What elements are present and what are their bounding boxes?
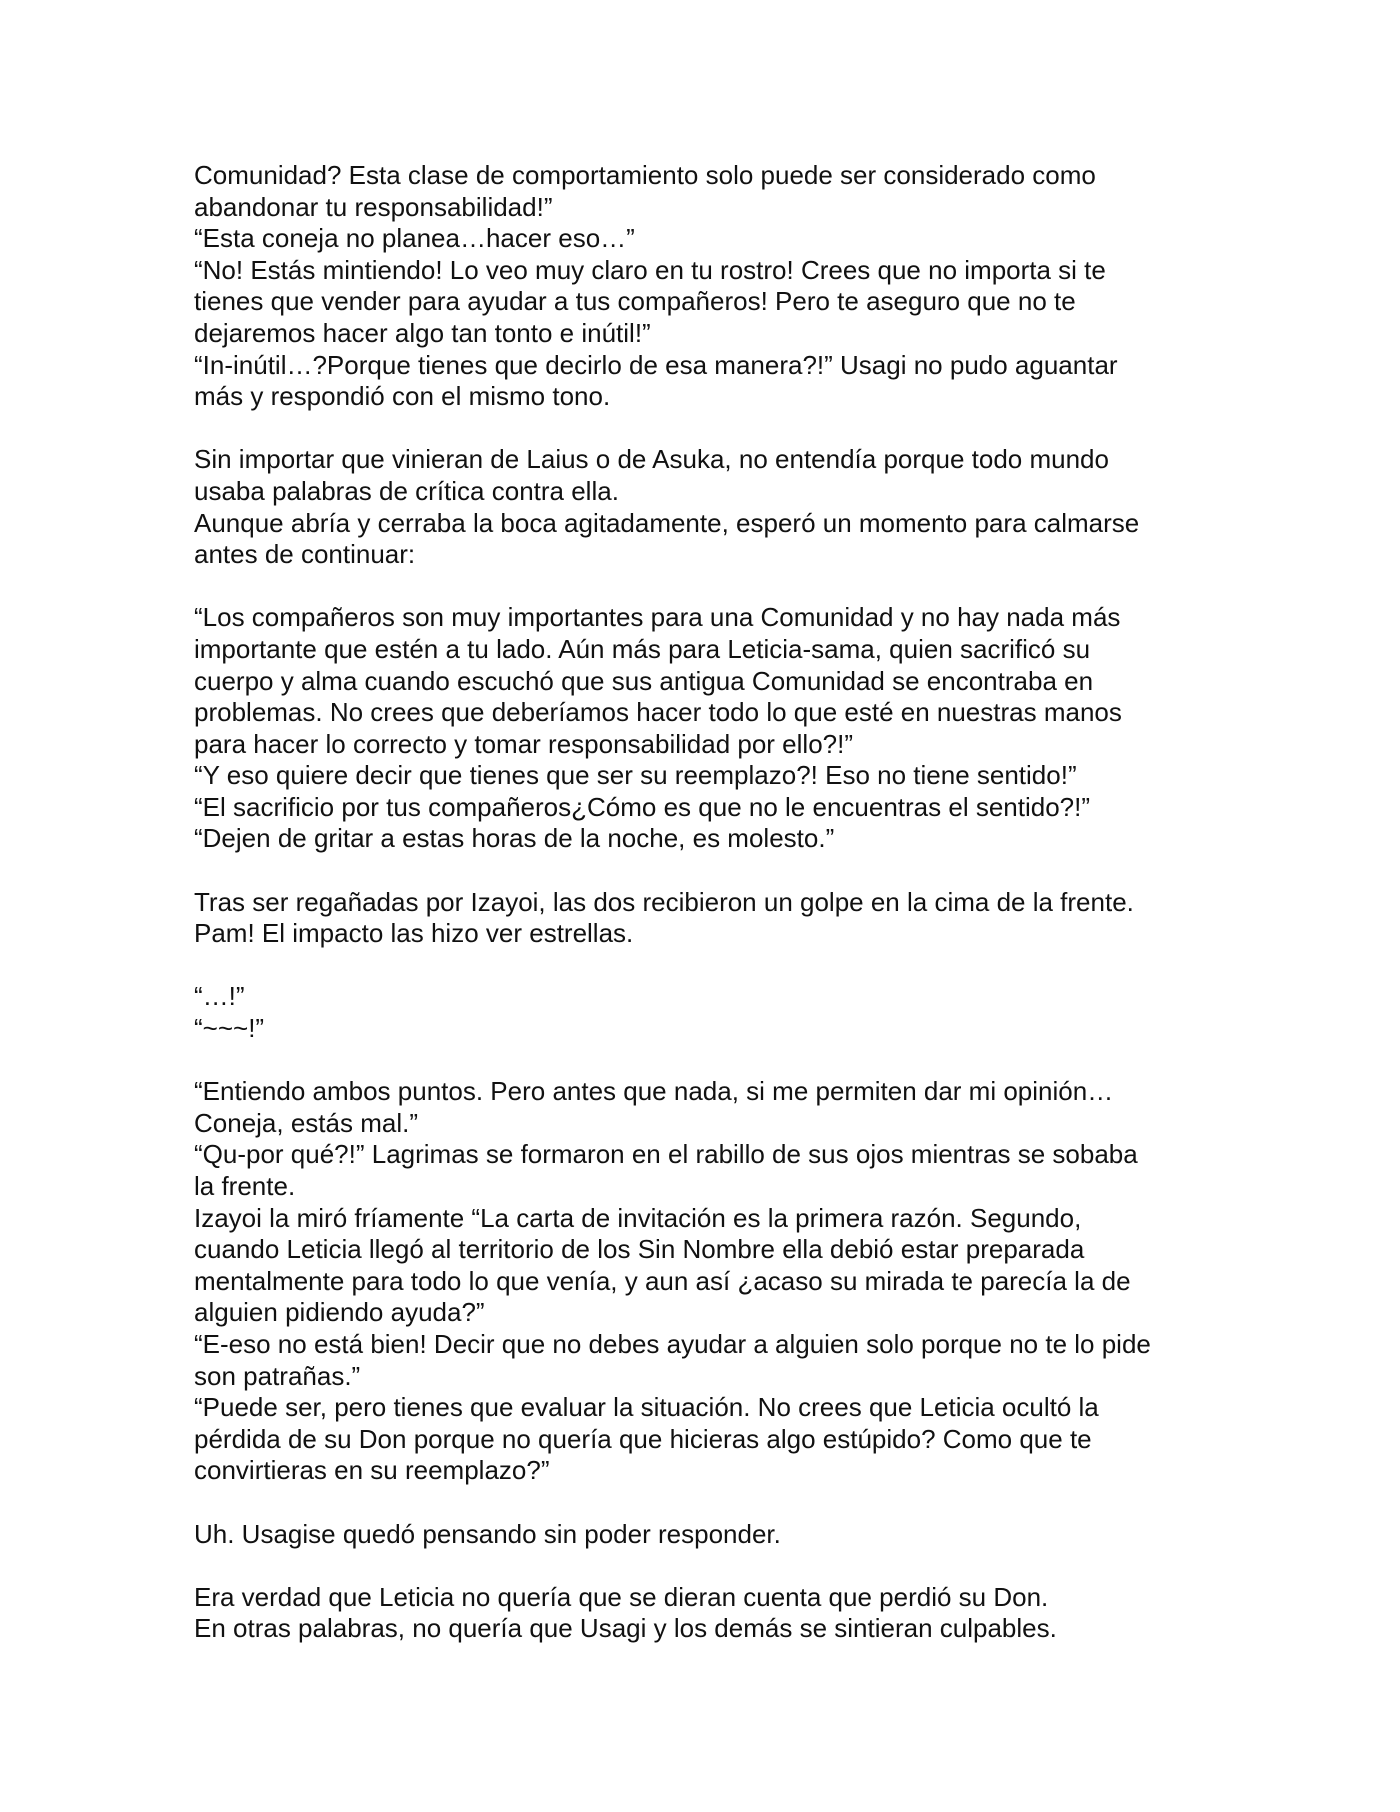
paragraph xyxy=(194,602,1234,855)
text-line: usaba palabras de crítica contra ella. xyxy=(194,475,619,506)
text-line: alguien pidiendo ayuda?” xyxy=(194,1297,485,1328)
text-line: “Y eso quiere decir que tienes que ser su reemplazo?! Eso no tiene sentido!” xyxy=(194,760,1077,791)
text-line: Coneja, estás mal.” xyxy=(194,1107,418,1138)
paragraph xyxy=(194,981,1234,1044)
paragraph xyxy=(194,1519,1234,1551)
paragraph xyxy=(194,160,1234,413)
paragraph-gap xyxy=(194,950,1234,982)
text-line: más y respondió con el mismo tono. xyxy=(194,381,611,412)
text-line: pérdida de su Don porque no quería que hicieras algo estúpido? Como que te xyxy=(194,1423,1092,1454)
paragraph-gap xyxy=(194,1550,1234,1582)
paragraph xyxy=(194,1582,1234,1645)
paragraph-gap xyxy=(194,571,1234,603)
document-page xyxy=(194,160,1234,1645)
text-line: para hacer lo correcto y tomar responsabilidad por ello?!” xyxy=(194,728,854,759)
text-line: “Entiendo ambos puntos. Pero antes que nada, si me permiten dar mi opinión… xyxy=(194,1076,1114,1107)
text-line: Uh. Usagise quedó pensando sin poder responder. xyxy=(194,1518,781,1549)
text-line: Aunque abría y cerraba la boca agitadamente, esperó un momento para calmarse xyxy=(194,507,1140,538)
text-line: la frente. xyxy=(194,1171,296,1201)
text-line: “El sacrificio por tus compañeros¿Cómo es que no le encuentras el sentido?!” xyxy=(194,791,1090,822)
text-line: “…!” xyxy=(194,981,245,1012)
text-line: “E-eso no está bien! Decir que no debes ayudar a alguien solo porque no te lo pide xyxy=(194,1328,1151,1359)
text-line: “Esta coneja no planea…hacer eso…” xyxy=(194,223,635,254)
text-line: Era verdad que Leticia no quería que se dieran cuenta que perdió su Don. xyxy=(194,1581,1049,1612)
text-line: problemas. No crees que deberíamos hacer todo lo que esté en nuestras manos xyxy=(194,697,1122,728)
paragraph-gap xyxy=(194,413,1234,445)
text-line: Izayoi la miró fríamente “La carta de invitación es la primera razón. Segundo, xyxy=(194,1202,1082,1233)
text-line: “Puede ser, pero tienes que evaluar la situación. No crees que Leticia ocultó la xyxy=(194,1392,1099,1423)
paragraph-gap xyxy=(194,855,1234,887)
text-line: Tras ser regañadas por Izayoi, las dos recibieron un golpe en la cima de la frente. xyxy=(194,886,1134,917)
paragraph xyxy=(194,887,1234,950)
text-line: “Qu-por qué?!” Lagrimas se formaron en el rabillo de sus ojos mientras se sobaba xyxy=(194,1139,1138,1170)
text-line: Pam! El impacto las hizo ver estrellas. xyxy=(194,918,634,949)
text-line: “Dejen de gritar a estas horas de la noche, es molesto.” xyxy=(194,823,835,854)
text-line: “In-inútil…?Porque tienes que decirlo de esa manera?!” Usagi no pudo aguantar xyxy=(194,349,1118,380)
text-line: mentalmente para todo lo que venía, y aun así ¿acaso su mirada te parecía la de xyxy=(194,1265,1131,1296)
text-line: “~~~!” xyxy=(194,1013,265,1044)
text-line: Comunidad? Esta clase de comportamiento solo puede ser considerado como xyxy=(194,160,1096,190)
text-line: importante que estén a tu lado. Aún más para Leticia-sama, quien sacrificó su xyxy=(194,633,1091,664)
text-line: cuerpo y alma cuando escuchó que sus antigua Comunidad se encontraba en xyxy=(194,665,1094,696)
text-line: convirtieras en su reemplazo?” xyxy=(194,1455,550,1486)
text-line: tienes que vender para ayudar a tus compañeros! Pero te aseguro que no te xyxy=(194,286,1076,317)
paragraph xyxy=(194,1076,1234,1487)
text-line: En otras palabras, no quería que Usagi y los demás se sintieran culpables. xyxy=(194,1613,1057,1644)
text-line: dejaremos hacer algo tan tonto e inútil!” xyxy=(194,317,651,348)
text-line: “Los compañeros son muy importantes para una Comunidad y no hay nada más xyxy=(194,602,1121,633)
text-line: antes de continuar: xyxy=(194,539,416,570)
paragraph-gap xyxy=(194,1045,1234,1077)
text-line: “No! Estás mintiendo! Lo veo muy claro en tu rostro! Crees que no importa si te xyxy=(194,254,1106,285)
text-line: son patrañas.” xyxy=(194,1360,361,1391)
text-line: abandonar tu responsabilidad!” xyxy=(194,191,553,222)
paragraph xyxy=(194,444,1234,570)
paragraph-gap xyxy=(194,1487,1234,1519)
text-line: Sin importar que vinieran de Laius o de Asuka, no entendía porque todo mundo xyxy=(194,444,1109,475)
text-line: cuando Leticia llegó al territorio de los Sin Nombre ella debió estar preparada xyxy=(194,1234,1085,1265)
